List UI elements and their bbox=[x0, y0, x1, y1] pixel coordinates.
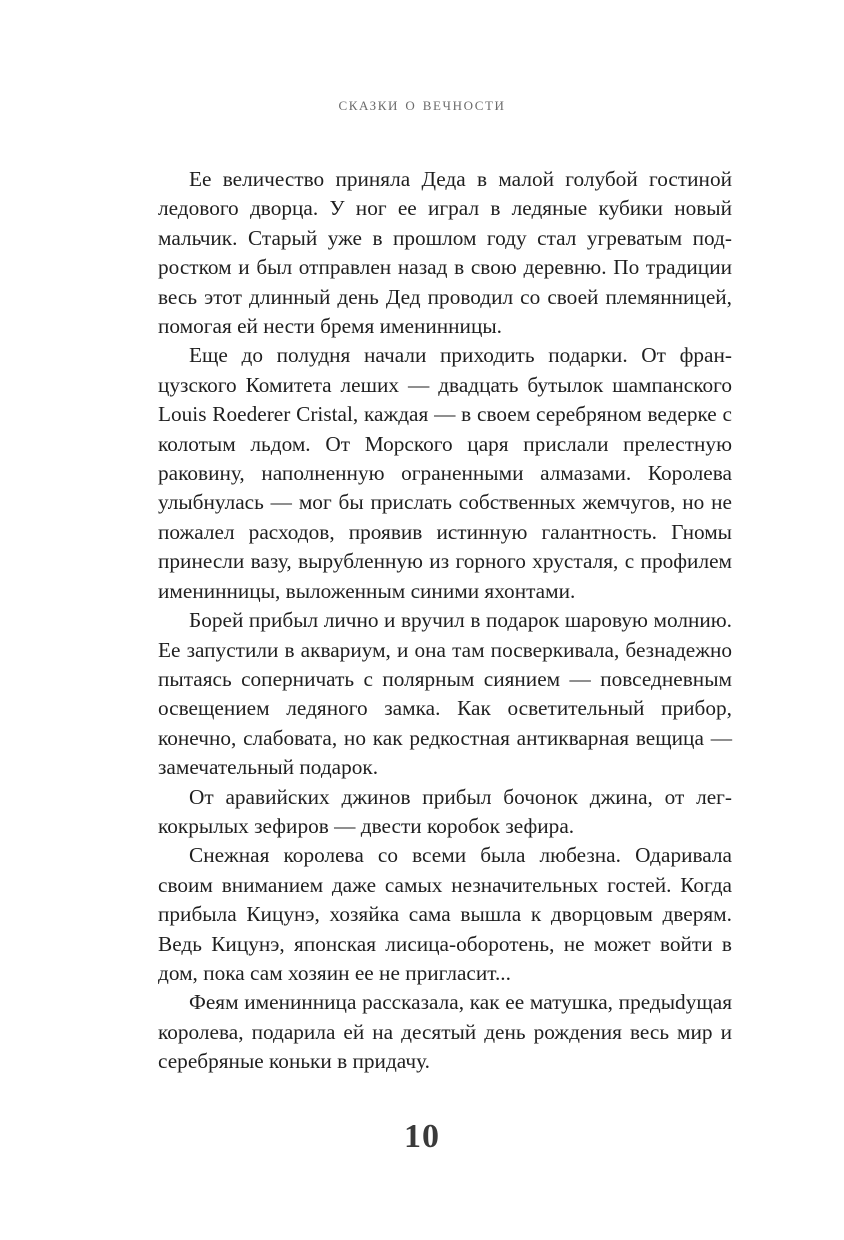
paragraph: Еще до полудня начали приходить подарки. От французского Комитета леших — двадцать бутылок шампанского Louis Roederer Cristal, каждая — в своем серебряном ведерке с колотым льдом. От Морского царя прислали прелестную раковину, наполненную ограненными алмазами. Королева улыбнулась — мог бы прислать собственных жемчугов, но не пожалел расходов, проявив истинную галантность. Гномы принесли вазу, вырубленную из горного хрусталя, с профилем именинницы, выложенным синими яхонтами. bbox=[158, 343, 732, 603]
paragraph: Борей прибыл лично и вручил в подарок шаровую молнию. Ее запустили в аквариум, и она там посверкивала, безнадежно пытаясь соперничать с полярным сиянием — повседневным освещением ледяного замка. Как осветительный прибор, конечно, слабовата, но как редкостная антикварная вещица — замечательный подарок. bbox=[158, 608, 732, 780]
running-title: сказки о вечности bbox=[338, 94, 506, 115]
body-text bbox=[158, 165, 732, 1077]
paragraph: Ее величество приняла Деда в малой голубой гостиной ледового дворца. У ног ее играл в ледяные кубики новый мальчик. Старый уже в прошлом году стал угреватым подростком и был отправлен назад в свою деревню. По традиции весь этот длинный день Дед проводил со своей племянницей, помогая ей нести бремя именинницы. bbox=[158, 167, 732, 339]
paragraph: От аравийских джинов прибыл бочонок джина, от легкокрылых зефиров — двести коробок зефира. bbox=[158, 784, 732, 838]
page-number: 10 bbox=[404, 1118, 440, 1155]
paragraph: Феям именинница рассказала, как ее матушка, предыdущая королева, подарила ей на десятый день рождения весь мир и серебряные коньки в придачу. bbox=[158, 990, 732, 1074]
paragraph: Снежная королева со всеми была любезна. Одаривала своим вниманием даже самых незначительных гостей. Когда прибыла Кицунэ, хозяйка сама вышла к дворцовым дверям. Ведь Кицунэ, японская лисица-оборотень, не может войти в дом, пока сам хозяин ее не пригласит... bbox=[158, 843, 732, 985]
